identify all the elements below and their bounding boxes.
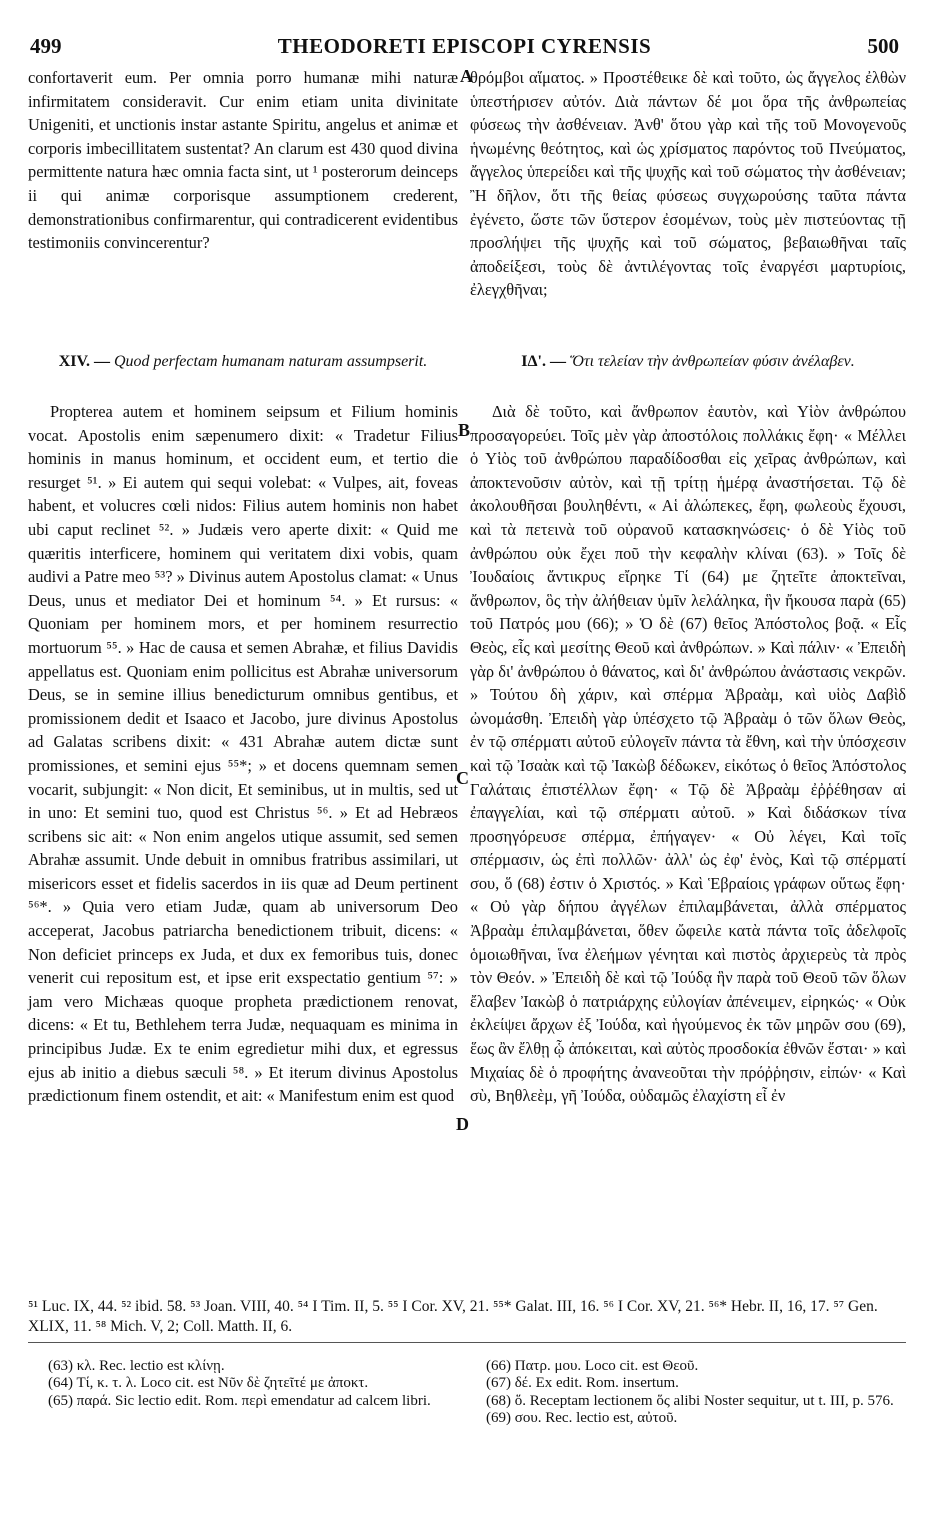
page-number-right: 500	[867, 34, 899, 58]
greek-section-number: ΙΔ'. —	[521, 353, 566, 370]
latin-paragraph-body: Propterea autem et hominem seipsum et Filium hominis vocat. Apostolis enim sæpenumero dixit: « Tradetur Filius hominis in manus hominum, et occident eum, et tertio die resurget ⁵¹. » Ei autem qui sequi volebat: « Vulpes, ait, foveas habent, et volucres cœli nidos: Filius autem hominis non habet ubi caput reclinet ⁵². » Judæis vero aperte dixit: « Quid me quæritis interficere, hominem qui veritatem dixi vobis, quam audivi a Patre meo ⁵³? » Divinus autem Apostolus clamat: « Unus Deus, unus et mediator Dei et hominum ⁵⁴. » Et rursus: « Quoniam per hominem mors, et per hominem resurrectio mortuorum ⁵⁵. » Hac de causa et semen Abrahæ, et filius Davidis appellatus est. Quoniam enim pollicitus est Abrahæ universorum Deus, se in semine illius benedicturum omnibus gentibus, et promissionem dedit et Isaaco et Jacobo, jure divinus Apostolus ad Galatas scribens dixit: « 431 Abrahæ autem dictæ sunt promissiones, et semini ejus ⁵⁵*; » et docens quemnam semen vocarit, subjungit: « Non dicit, Et seminibus, ut in multis, sed ut in uno: Et semini tuo, quod est Christus ⁵⁶. » Et ad Hebræos scribens sic ait: « Non enim angelos utique assumit, sed semen Abrahæ assumit. Unde debuit in omnibus fratribus assimilari, ut misericors esset et fidelis sacerdos in iis quæ ad Deum pertinent ⁵⁶*. » Quia vero etiam Judæ, quam ab universorum Deo acceperat, Jacobus patriarcha benedictionem tribuit, dicens: « Non deficiet princeps ex Juda, et dux ex femoribus tuis, donec venerit cui repositum est, et ipse erit exspectatio gentium ⁵⁷: » jam vero Michæas quoque propheta prædictionem renovat, dicens: « Et tu, Bethlehem terra Judæ, nequaquam es minima in principibus Judæ. Ex te enim egredietur mihi dux, et egressus ejus ab initio a diebus sæculi ⁵⁸. » Et iterum divinus Apostolus prædictionum finem ostendit, et ait: « Manifestum enim est quod	[28, 402, 458, 1106]
latin-section-title: Quod perfectam humanam naturam assumpserit.	[113, 353, 428, 370]
note-65: (65) παρά. Sic lectio edit. Rom. περὶ emendatur ad calcem libri.	[48, 1392, 431, 1409]
greek-section-heading	[470, 352, 906, 371]
notes-left	[48, 1358, 458, 1410]
latin-column-top	[28, 66, 458, 255]
margin-marker-b: B	[458, 420, 471, 440]
greek-paragraph-top: θρόμβοι αἵματος. » Προστέθεικε δὲ καὶ τοῦτο, ὡς ἄγγελος ἐλθὼν ὑπεστήρισεν αὐτόν. Διὰ πάντων δέ μοι ὅρα τῆς ἀνθρωπείας φύσεως τὴν ἀσθένειαν. Ἀνθ' ὅτου γὰρ καὶ τῆς τοῦ Μονογενοῦς ἡνωμένης θεότητος, καὶ ὡς χρίσματος παρόντος τοῦ Πνεύματος, ἄγγελος ὑπερείδει καὶ τῆς ψυχῆς καὶ τοῦ σώματος τὴν ἀσθένειαν; Ἢ δῆλον, ὅτι τῆς θείας φύσεως συγχωρούσης ταῦτα πάντα ἐγένετο, ὥστε τῶν ὕστερον ἐσομένων, τοὺς μὲν πιστεύοντας τῇ προσλήψει τῆς ψυχῆς καὶ τοῦ σώματος, βεβαιωθῆναι ταῖς ἀποδείξεσι, τοὺς δὲ ἀντιλέγοντας τοῖς ἐναργέσι μαρτυρίοις, ἐλεγχθῆναι;	[470, 68, 906, 300]
footnote-divider	[28, 1342, 906, 1343]
greek-paragraph-body: Διὰ δὲ τοῦτο, καὶ ἄνθρωπον ἑαυτὸν, καὶ Υἱὸν ἀνθρώπου προσαγορεύει. Τοῖς μὲν γὰρ ἀποστόλοις πολλάκις ἔφη· « Μέλλει ὁ Υἱὸς τοῦ ἀνθρώπου παραδίδοσθαι εἰς χεῖρας ἀνθρώπων, καὶ ἀποκτενοῦσιν αὐτὸν, καὶ τῇ τρίτῃ ἡμέρᾳ ἀναστήσεται. Τῷ δὲ ἀκολουθῆσαι βουληθέντι, « Αἱ ἀλώπεκες, ἔφη, φωλεοὺς ἔχουσι, καὶ τὰ πετεινὰ τοῦ οὐρανοῦ κατασκηνώσεις· ὁ δὲ Υἱὸς τοῦ ἀνθρώπου οὐκ ἔχει ποῦ τὴν κεφαλὴν κλίναι (63). » Τοῖς δὲ Ἰουδαίοις ἄντικρυς εἴρηκε Τί (64) με ζητεῖτε ἀποκτεῖναι, ἄνθρωπον, ὃς τὴν ἀλήθειαν ὑμῖν λελάληκα, ἣν ἤκουσα παρὰ (65) τοῦ Πατρός μου (66); » Ὁ δὲ (67) θεῖος Ἀπόστολος βοᾷ. « Εἷς Θεὸς, εἷς καὶ μεσίτης Θεοῦ καὶ ἀνθρώπων. » Καὶ πάλιν· « Ἐπειδὴ γὰρ δι' ἀνθρώπου ὁ θάνατος, καὶ δι' ἀνθρώπου ἀνάστασις νεκρῶν. » Τούτου δὴ χάριν, καὶ σπέρμα Ἀβραὰμ, καὶ υἱὸς Δαβὶδ ὠνομάσθη. Ἐπειδὴ γὰρ ὑπέσχετο τῷ Ἀβραὰμ ὁ τῶν ὅλων Θεὸς, ἐν τῷ σπέρματι αὐτοῦ εὐλογεῖν πάντα τὰ ἔθνη, καὶ τὴν ὑπόσχεσιν καὶ τῷ Ἰσαὰκ καὶ τῷ Ἰακὼβ δέδωκεν, εἰκότως ὁ θεῖος Ἀπόστολος Γαλάταις ἐπιστέλλων ἔφη· « Τῷ δὲ Ἀβραὰμ ἐῤῥέθησαν αἱ ἐπαγγελίαι, καὶ τῷ σπέρματι αὐτοῦ. » Καὶ διδάσκων τίνα προσηγόρευσε σπέρμα, ἐπήγαγεν· « Οὐ λέγει, Καὶ τοῖς σπέρμασιν, ὡς ἐπὶ πολλῶν· ἀλλ' ὡς ἐφ' ἑνὸς, Καὶ τῷ σπέρματί σου, ὅ (68) ἐστιν ὁ Χριστός. » Καὶ Ἑβραίοις γράφων οὕτως ἔφη· « Οὐ γὰρ δήπου ἀγγέλων ἐπιλαμβάνεται, ἀλλὰ σπέρματος Ἀβραὰμ ἐπιλαμβάνεται, ὅθεν ὤφειλε κατὰ πάντα τοῖς ἀδελφοῖς ὁμοιωθῆναι, ἵνα ἐλεήμων γένηται καὶ πιστὸς ἀρχιερεὺς τὰ πρὸς τὸν Θεόν. » Ἐπειδὴ δὲ καὶ τῷ Ἰούδᾳ ἣν παρὰ τοῦ Θεοῦ τῶν ὅλων ἔλαβεν Ἰακὼβ ὁ πατριάρχης εὐλογίαν ἀπένειμεν, εἰρηκώς· « Οὐκ ἐκλείψει ἄρχων ἐξ Ἰούδα, καὶ ἡγούμενος ἐκ τῶν μηρῶν σου (69), ἕως ἂν ἔλθῃ ᾧ ἀπόκειται, καὶ αὐτὸς προσδοκία ἐθνῶν ἔσται· » καὶ Μιχαίας δὲ ὁ προφήτης ἀνανεοῦται τὴν πρόῤῥησιν, εἰπών· « Καὶ σὺ, Βηθλεὲμ, γῆ Ἰούδα, οὐδαμῶς ἐλαχίστη εἶ ἐν	[470, 402, 906, 1106]
running-header	[0, 34, 929, 64]
note-67: (67) δέ. Ex edit. Rom. insertum.	[486, 1375, 679, 1392]
page-number-left: 499	[30, 34, 62, 58]
latin-paragraph-top: confortaverit eum. Per omnia porro humanæ mihi naturæ infirmitatem consideravit. Cur enim etiam unita divinitate Unigeniti, et unctionis instar astante Spiritu, angelus et animæ et corporis imbecillitatem sustentat? An clarum est 430 quod divina permittente natura hæc omnia facta sint, ut ¹ posterorum deinceps ii qui animæ corporisque assumptionem crederent, demonstrationibus confirmarentur, qui contradicerent evidentibus testimoniis convincerentur?	[28, 68, 458, 253]
running-title: THEODORETI EPISCOPI CYRENSIS	[277, 34, 652, 58]
margin-marker-d: D	[456, 1114, 469, 1134]
margin-marker-a: A	[460, 66, 473, 86]
scripture-references: ⁵¹ Luc. IX, 44. ⁵² ibid. 58. ⁵³ Joan. VIII, 40. ⁵⁴ I Tim. II, 5. ⁵⁵ I Cor. XV, 21. ⁵⁵* Galat. III, 16. ⁵⁶ I Cor. XV, 21. ⁵⁶* Hebr. II, 16, 17. ⁵⁷ Gen. XLIX, 11. ⁵⁸ Mich. V, 2; Coll. Matth. II, 6.	[28, 1298, 878, 1335]
greek-column-top	[470, 66, 906, 302]
greek-section-title: Ὅτι τελείαν τὴν ἀνθρωπείαν φύσιν ἀνέλαβεν.	[569, 353, 855, 370]
note-63: (63) κλ. Rec. lectio est κλίνῃ.	[48, 1358, 225, 1374]
notes-right	[486, 1358, 906, 1428]
note-66: (66) Πατρ. μου. Loco cit. est Θεοῦ.	[486, 1358, 699, 1374]
greek-column-body	[470, 400, 906, 1108]
latin-column-body	[28, 400, 458, 1108]
note-68: (68) ὅ. Receptam lectionem ὅς alibi Noster sequitur, ut t. III, p. 576.	[486, 1392, 894, 1409]
latin-section-number: XIV. —	[58, 353, 110, 370]
margin-marker-c: C	[456, 768, 469, 788]
note-64: (64) Τί, κ. τ. λ. Loco cit. est Νῦν δὲ ζητεῖτέ με ἀποκτ.	[48, 1375, 369, 1392]
latin-section-heading	[28, 352, 458, 371]
note-69: (69) σου. Rec. lectio est, αὐτοῦ.	[486, 1410, 678, 1427]
